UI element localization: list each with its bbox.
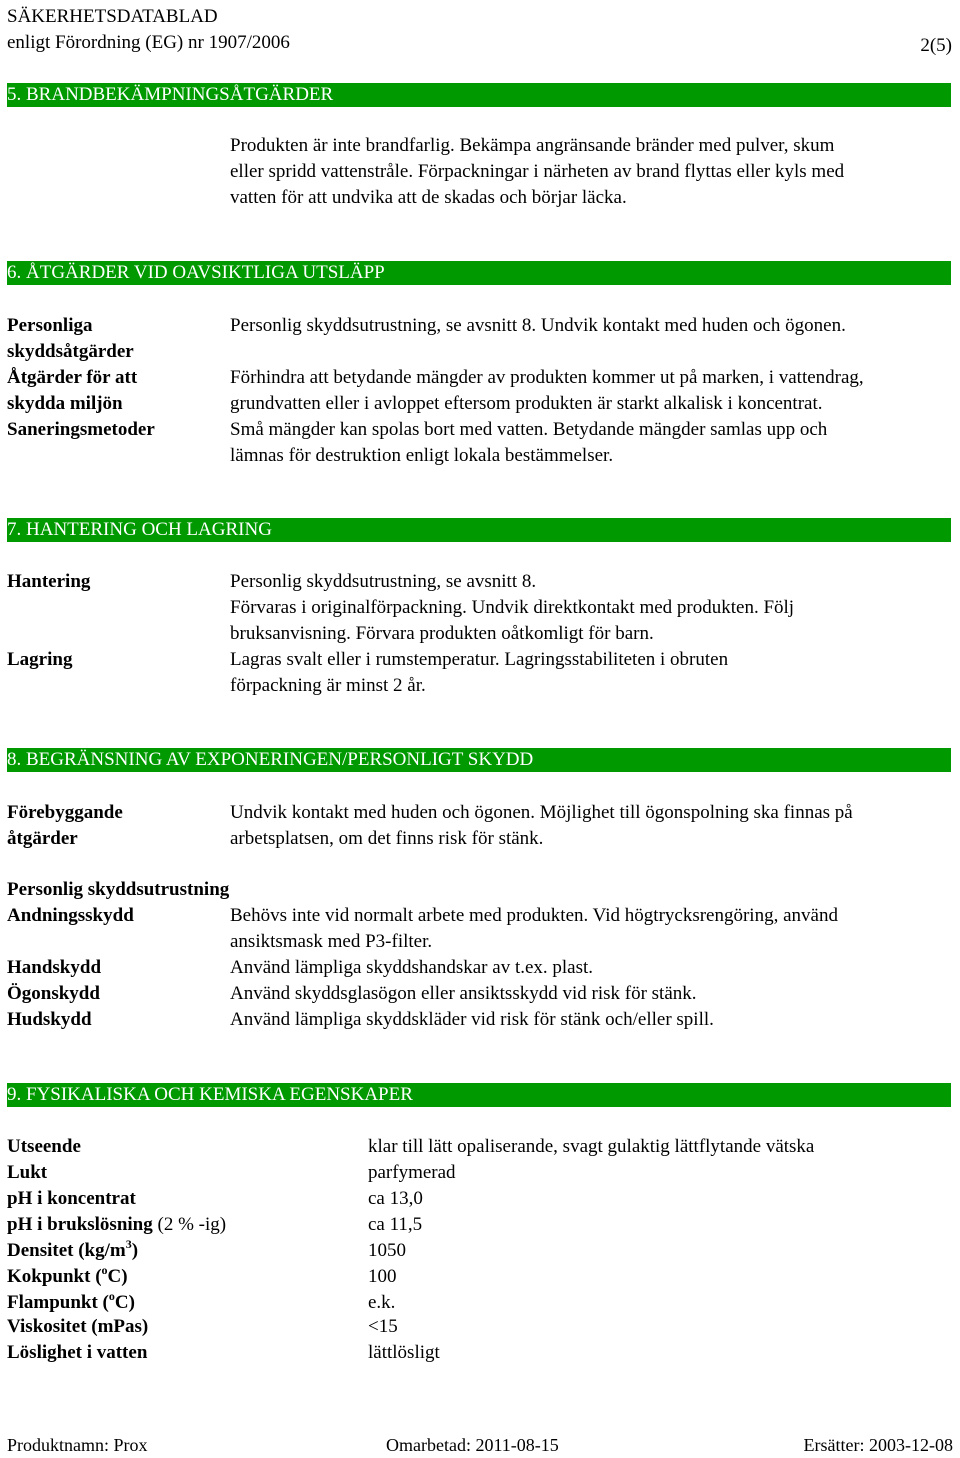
environmental-precautions-text: Förhindra att betydande mängder av produkten kommer ut på marken, i vattendrag, grundvatten eller i avloppet eftersom produkten är starkt alkalisk i koncentrat. Små mängder kan spolas bort med vatten. Betydande mängder samlas upp och lämnas för destruktion enligt lokala bestämmelser. [230, 367, 864, 466]
section-7-heading: 7. HANTERING OCH LAGRING [7, 518, 951, 542]
property-label: pH i brukslösning (2 % -ig) [7, 1214, 227, 1235]
section-6-heading: 6. ÅTGÄRDER VID OAVSIKTLIGA UTSLÄPP [7, 261, 951, 285]
property-value: klar till lätt opaliserande, svagt gulaktig lättflytande vätska [368, 1136, 815, 1157]
footer-revised-date: Omarbetad: 2011-08-15 [386, 1435, 559, 1455]
section-9-heading: 9. FYSIKALISKA OCH KEMISKA EGENSKAPER [7, 1083, 951, 1107]
hand-protection-label: Handskydd [7, 957, 102, 978]
footer-replaces-date: Ersätter: 2003-12-08 [803, 1435, 953, 1455]
section-5-heading: 5. BRANDBEKÄMPNINGSÅTGÄRDER [7, 83, 951, 107]
property-value: parfymerad [368, 1162, 456, 1183]
property-value: 100 [368, 1266, 397, 1287]
property-label: Löslighet i vatten [7, 1342, 148, 1363]
skin-protection-text: Använd lämpliga skyddskläder vid risk för stänk och/eller spill. [230, 1009, 714, 1030]
prevention-label: Förebyggande åtgärder [7, 802, 123, 849]
respiratory-protection-label: Andningsskydd [7, 905, 134, 926]
ppe-heading: Personlig skyddsutrustning [7, 879, 230, 900]
personal-precautions-text: Personlig skyddsutrustning, se avsnitt 8. Undvik kontakt med huden och ögonen. [230, 315, 846, 336]
property-value: ca 11,5 [368, 1214, 423, 1235]
property-label: Lukt [7, 1162, 48, 1183]
hand-protection-text: Använd lämpliga skyddshandskar av t.ex. plast. [230, 957, 594, 978]
handling-text: Personlig skyddsutrustning, se avsnitt 8. Förvaras i originalförpackning. Undvik direktkontakt med produkten. Följ bruksanvisning. Förvara produkten oåtkomligt för barn. [230, 571, 795, 644]
prevention-text: Undvik kontakt med huden och ögonen. Möjlighet till ögonspolning ska finnas på arbetsplatsen, om det finns risk för stänk. [230, 802, 853, 849]
eye-protection-text: Använd skyddsglasögon eller ansiktsskydd vid risk för stänk. [230, 983, 697, 1004]
regulation-reference: enligt Förordning (EG) nr 1907/2006 [7, 32, 290, 53]
document-title: SÄKERHETSDATABLAD [7, 6, 218, 27]
section-5-text: Produkten är inte brandfarlig. Bekämpa angränsande bränder med pulver, skum eller spridd vattenstråle. Förpackningar i närheten av brand flyttas eller kyls med vatten för att undvika att de skadas och börjar läcka. [230, 135, 845, 208]
property-value: e.k. [368, 1292, 396, 1313]
section-6-labels: Personliga skyddsåtgärder Åtgärder för att skydda miljön Saneringsmetoder [7, 315, 155, 440]
property-value: 1050 [368, 1240, 406, 1261]
property-label: Utseende [7, 1136, 81, 1157]
property-label: Densitet $(kg/m^3)$ [7, 1237, 139, 1261]
property-label: Kokpunkt ($^o$C) [7, 1263, 128, 1287]
property-value: lättlösligt [368, 1342, 440, 1363]
section-8-heading: 8. BEGRÄNSNING AV EXPONERINGEN/PERSONLIGT SKYDD [7, 748, 951, 772]
eye-protection-label: Ögonskydd [7, 983, 100, 1004]
property-label: Viskositet (mPas) [7, 1316, 149, 1337]
property-label: Flampunkt ($^o$C) [7, 1289, 135, 1313]
property-label: pH i koncentrat [7, 1188, 136, 1209]
property-value: ca 13,0 [368, 1188, 423, 1209]
property-value: <15 [368, 1316, 398, 1337]
storage-text: Lagras svalt eller i rumstemperatur. Lagringsstabiliteten i obruten förpackning är minst 2 år. [230, 649, 729, 696]
handling-label: Hantering [7, 571, 91, 592]
page-number: 2(5) [920, 35, 952, 56]
footer-product-name: Produktnamn: Prox [7, 1435, 148, 1455]
skin-protection-label: Hudskydd [7, 1009, 92, 1030]
storage-label: Lagring [7, 649, 73, 670]
respiratory-protection-text: Behövs inte vid normalt arbete med produkten. Vid högtrycksrengöring, använd ansiktsmask med P3-filter. [230, 905, 838, 952]
